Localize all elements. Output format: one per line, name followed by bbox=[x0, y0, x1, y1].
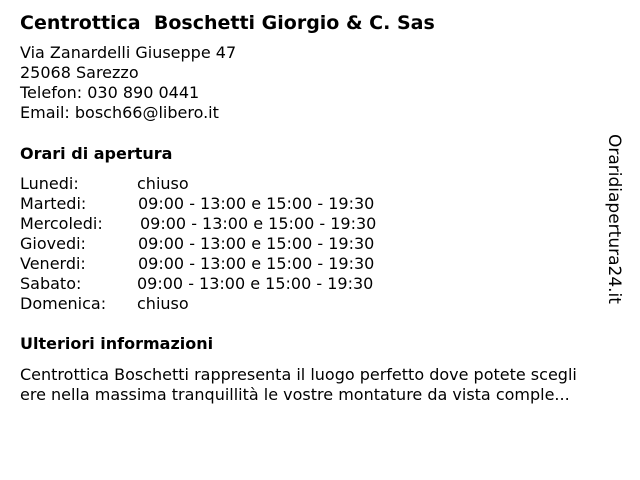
day-label: Lunedi: bbox=[20, 174, 79, 193]
hours-value: chiuso bbox=[137, 174, 189, 193]
hours-value: chiuso bbox=[137, 294, 189, 313]
day-label: Mercoledi: bbox=[20, 214, 103, 233]
hours-value: 09:00 - 13:00 e 15:00 - 19:30 bbox=[138, 234, 375, 253]
hours-value: 09:00 - 13:00 e 15:00 - 19:30 bbox=[138, 194, 375, 213]
info-heading: Ulteriori informazioni bbox=[20, 334, 214, 353]
day-label: Domenica: bbox=[20, 294, 107, 313]
day-label: Giovedi: bbox=[20, 234, 86, 253]
hours-value: 09:00 - 13:00 e 15:00 - 19:30 bbox=[140, 214, 377, 233]
business-name: Centrottica Boschetti Giorgio & C. Sas bbox=[20, 12, 435, 34]
email-text: Email: bosch66@libero.it bbox=[20, 103, 219, 122]
hours-heading: Orari di apertura bbox=[20, 144, 173, 163]
day-label: Martedi: bbox=[20, 194, 87, 213]
hours-value: 09:00 - 13:00 e 15:00 - 19:30 bbox=[138, 254, 375, 273]
info-description bbox=[20, 365, 620, 405]
address-city: 25068 Sarezzo bbox=[20, 63, 139, 82]
day-label: Venerdi: bbox=[20, 254, 86, 273]
info-line: ere nella massima tranquillità le vostre montature da vista comple... bbox=[20, 385, 570, 404]
address-street: Via Zanardelli Giuseppe 47 bbox=[20, 43, 237, 62]
hours-value: 09:00 - 13:00 e 15:00 - 19:30 bbox=[137, 274, 374, 293]
watermark-text: Oraridiapertura24.it bbox=[604, 134, 624, 304]
contact-block bbox=[20, 43, 236, 123]
phone-text: Telefon: 030 890 0441 bbox=[20, 83, 200, 102]
info-line: Centrottica Boschetti rappresenta il luogo perfetto dove potete scegli bbox=[20, 365, 577, 384]
day-label: Sabato: bbox=[20, 274, 82, 293]
